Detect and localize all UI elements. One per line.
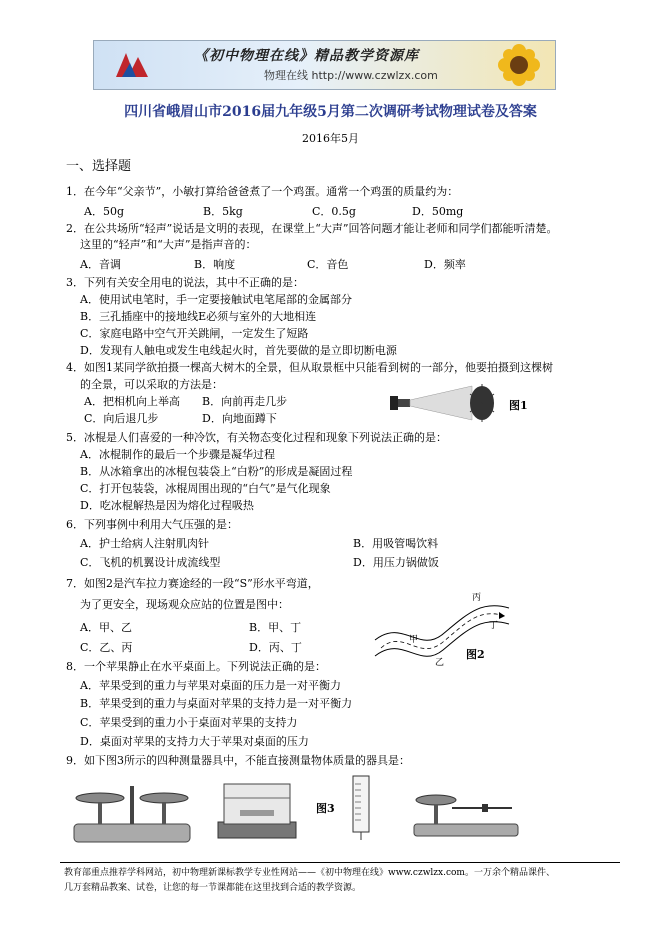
question-5-stem: 5．冰棍是人们喜爱的一种冷饮，有关物态变化过程和现象下列说法正确的是： — [66, 431, 447, 444]
q2-option-d: D．频率 — [424, 258, 466, 271]
q8-option-c: C．苹果受到的重力小于桌面对苹果的支持力 — [80, 716, 298, 729]
q2-option-c: C．音色 — [307, 258, 349, 271]
figure-2-label-bing: 丙 — [472, 593, 482, 603]
figure-3-steelyard-scale — [408, 778, 524, 840]
q5-option-c: C．打开包装袋，冰棍周围出现的“白气”是气化现象 — [80, 482, 331, 495]
q7-option-c: C．乙、丙 — [80, 641, 133, 654]
document-date: 2016年5月 — [302, 132, 359, 145]
q8-option-a: A．苹果受到的重力与苹果对桌面的压力是一对平衡力 — [80, 679, 341, 692]
banner-title: 《初中物理在线》精品教学资源库 — [194, 48, 419, 64]
q1-option-b: B．5kg — [203, 205, 243, 218]
footer-divider — [60, 862, 620, 863]
q1-option-a: A．50g — [84, 205, 124, 218]
question-4-stem-2: 的全景，可以采取的方法是： — [80, 378, 223, 391]
footer-line-2: 几万套精品教案、试卷，让您的每一节课都能在这里找到合适的教学资源。 — [64, 883, 362, 893]
q6-option-b: B．用吸管喝饮料 — [353, 537, 439, 550]
question-8-stem: 8．一个苹果静止在水平桌面上。下列说法正确的是： — [66, 660, 326, 673]
q3-option-d: D．发现有人触电或发生电线起火时，首先要做的是立即切断电源 — [80, 344, 397, 357]
question-3-stem: 3．下列有关安全用电的说法，其中不正确的是： — [66, 276, 304, 289]
figure-3-platform-balance — [70, 772, 194, 846]
q3-option-a: A．使用试电笔时，手一定要接触试电笔尾部的金属部分 — [80, 293, 352, 306]
q8-option-d: D．桌面对苹果的支持力大于苹果对桌面的压力 — [80, 735, 309, 748]
figure-2-label-yi: 乙 — [435, 658, 445, 668]
q5-option-d: D．吃冰棍解热是因为熔化过程吸热 — [80, 499, 254, 512]
q7-option-a: A．甲、乙 — [80, 621, 132, 634]
sunflower-icon — [489, 43, 549, 87]
question-2-stem: 2．在公共场所“轻声”说话是文明的表现，在课堂上“大声”回答问题才能让老师和同学们都能听清楚。 — [66, 222, 558, 235]
q4-option-a: A．把相机向上举高 — [84, 395, 180, 408]
figure-1-camera-tree — [388, 380, 508, 426]
q4-option-b: B．向前再走几步 — [202, 395, 288, 408]
question-9-stem: 9．如下图3所示的四种测量器具中，不能直接测量物体质量的器具是： — [66, 754, 410, 767]
q6-option-c: C．飞机的机翼设计成流线型 — [80, 556, 221, 569]
question-7-stem: 7．如图2是汽车拉力赛途经的一段“S”形水平弯道， — [66, 577, 319, 590]
q3-option-c: C．家庭电路中空气开关跳闸，一定发生了短路 — [80, 327, 309, 340]
q3-option-b: B．三孔插座中的接地线E必须与室外的大地相连 — [80, 310, 317, 323]
figure-3-electronic-balance — [214, 778, 300, 842]
question-1-stem: 1．在今年“父亲节”，小敏打算给爸爸煮了一个鸡蛋。通常一个鸡蛋的质量约为： — [66, 185, 459, 198]
q5-option-b: B．从冰箱拿出的冰棍包装袋上“白粉”的形成是凝固过程 — [80, 465, 353, 478]
question-4-stem: 4．如图1某同学欲拍摄一棵高大树木的全景，但从取景框中只能看到树的一部分，他要拍摄到这棵树 — [66, 361, 553, 374]
q7-option-d: D．丙、丁 — [249, 641, 302, 654]
figure-2-label-ding: 丁 — [489, 621, 499, 631]
document-title: 四川省峨眉山市2016届九年级5月第二次调研考试物理试卷及答案 — [124, 104, 537, 120]
q2-option-b: B．响度 — [194, 258, 236, 271]
question-7-stem-2: 为了更安全，现场观众应站的位置是图中： — [80, 598, 289, 611]
question-2-stem-2: 这里的“轻声”和“大声”是指声音的： — [80, 238, 257, 251]
q4-option-c: C．向后退几步 — [84, 412, 159, 425]
q2-option-a: A．音调 — [80, 258, 121, 271]
q1-option-c: C．0.5g — [312, 205, 356, 218]
banner-url: 物理在线 http://www.czwlzx.com — [264, 69, 438, 82]
q1-option-d: D．50mg — [412, 205, 464, 218]
q8-option-b: B．苹果受到的重力与桌面对苹果的支持力是一对平衡力 — [80, 697, 353, 710]
question-6-stem: 6．下列事例中利用大气压强的是： — [66, 518, 238, 531]
q6-option-d: D．用压力锅做饭 — [353, 556, 439, 569]
q6-option-a: A．护士给病人注射肌肉针 — [80, 537, 209, 550]
figure-3-caption: 图3 — [316, 802, 335, 815]
logo-icon — [112, 47, 152, 83]
q4-option-d: D．向地面蹲下 — [202, 412, 277, 425]
section-heading: 一、选择题 — [66, 159, 132, 174]
page-footer — [64, 866, 555, 896]
q5-option-a: A．冰棍制作的最后一个步骤是凝华过程 — [80, 448, 275, 461]
q7-option-b: B．甲、丁 — [249, 621, 302, 634]
figure-2-caption: 图2 — [466, 648, 485, 661]
figure-2-label-jia: 甲 — [409, 635, 419, 645]
figure-1-caption: 图1 — [509, 399, 528, 412]
figure-3-spring-scale — [345, 772, 377, 842]
header-banner — [93, 40, 556, 90]
footer-line-1: 教育部重点推荐学科网站，初中物理新课标教学专业性网站——《初中物理在线》www.czwlzx.com。一万余个精品课件、 — [64, 868, 555, 878]
